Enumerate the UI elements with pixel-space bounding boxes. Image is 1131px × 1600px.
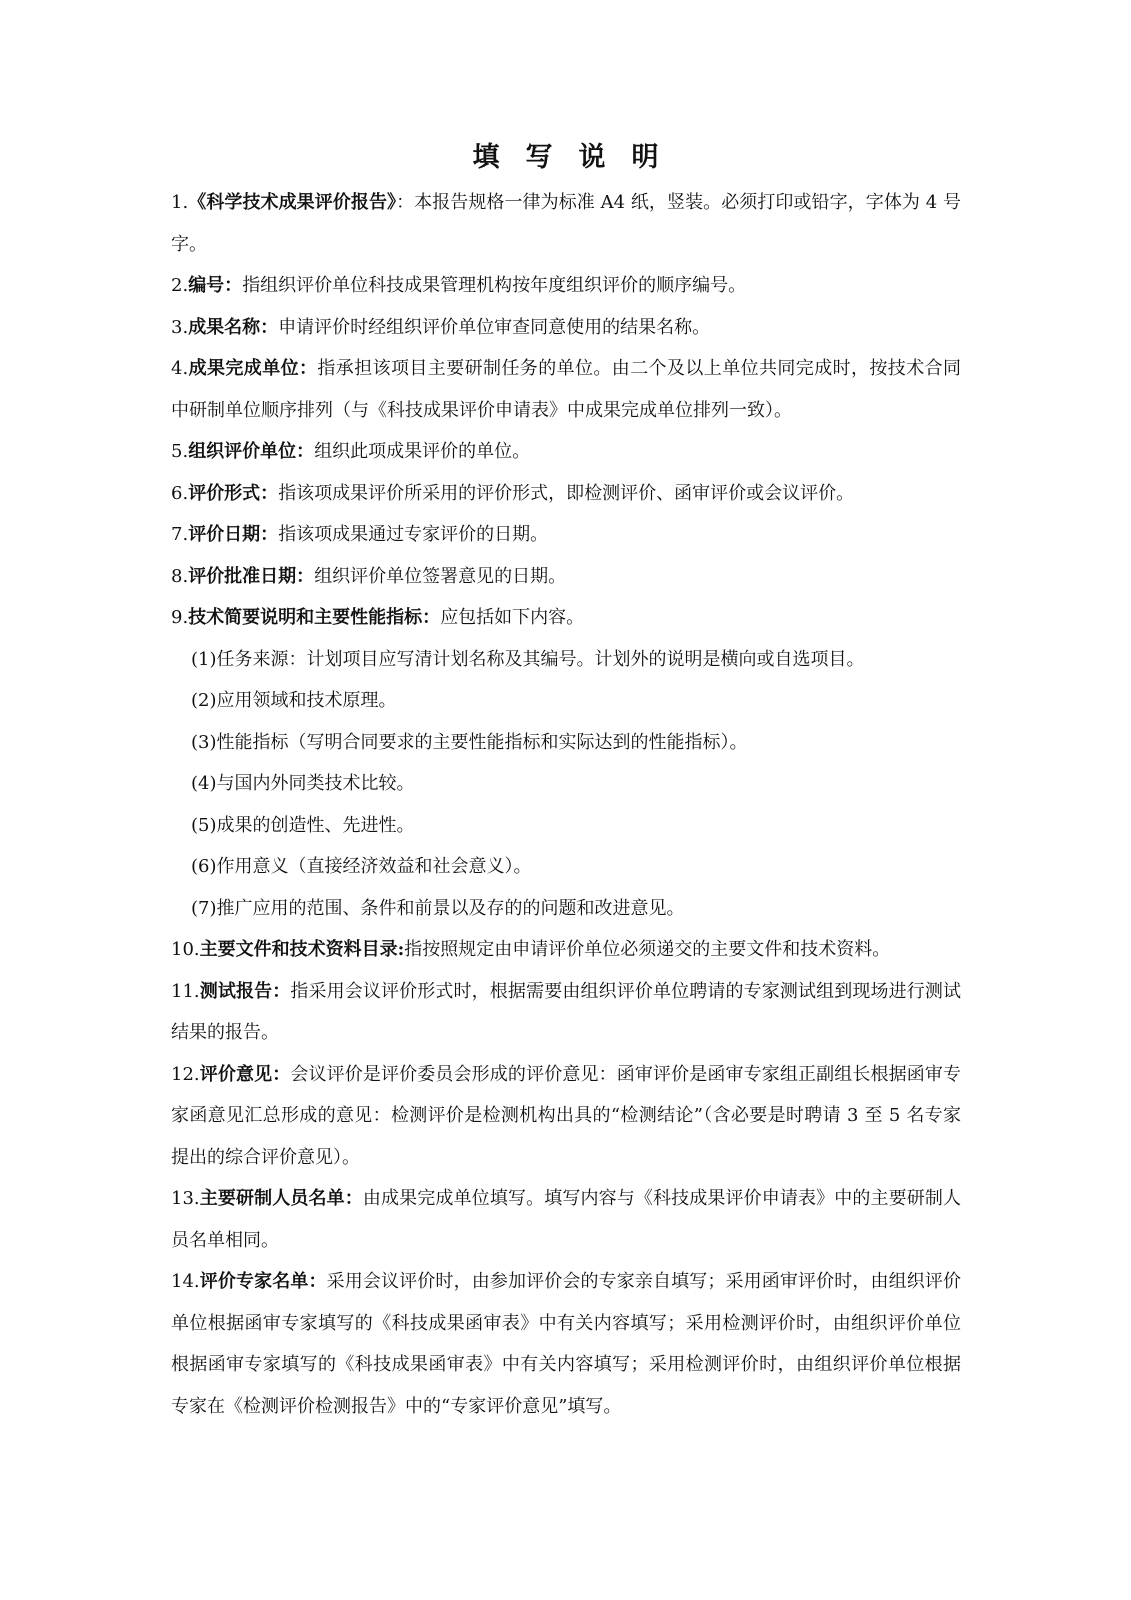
item-text: 指该项成果评价所采用的评价形式，即检测评价、函审评价或会议评价。 <box>278 482 855 504</box>
sub-item-4: (4)与国内外同类技术比较。 <box>191 773 415 794</box>
item-term: 成果名称： <box>188 316 279 338</box>
instruction-item-3 <box>171 307 961 349</box>
item-term: 主要文件和技术资料目录: <box>199 939 405 960</box>
item-number: 8. <box>171 565 189 587</box>
item-text: 组织此项成果评价的单位。 <box>314 441 531 462</box>
page-title: 填写说明 <box>472 142 685 173</box>
item-term: 组织评价单位： <box>188 441 315 462</box>
item-text: ：本报告规格一律为标准 A4 纸，竖装。必须打印或铅字，字体为 4 号字。 <box>171 192 961 255</box>
instruction-item-9 <box>171 597 961 639</box>
item-term: 评价日期： <box>188 524 279 545</box>
item-number: 6. <box>171 482 189 504</box>
instruction-item-1 <box>171 182 961 265</box>
instruction-item-14 <box>171 1261 961 1427</box>
item-term: 主要研制人员名单： <box>199 1188 363 1209</box>
item-text: 指该项成果通过专家评价的日期。 <box>278 524 549 545</box>
item-number: 7. <box>171 524 189 545</box>
instructions-body <box>171 182 961 1427</box>
instruction-item-13 <box>171 1178 961 1261</box>
instruction-item-10 <box>171 929 961 971</box>
item-term: 评价形式： <box>188 482 279 504</box>
instruction-item-5 <box>171 431 961 473</box>
item-text: 指组织评价单位科技成果管理机构按年度组织评价的顺序编号。 <box>242 275 747 296</box>
item-text: 指采用会议评价形式时，根据需要由组织评价单位聘请的专家测试组到现场进行测试结果的报告。 <box>171 980 961 1043</box>
item-number: 4. <box>171 358 189 379</box>
item-term: 评价专家名单： <box>199 1271 327 1292</box>
item-number: 1. <box>171 192 189 213</box>
item-text: 指按照规定由申请评价单位必须递交的主要文件和技术资料。 <box>404 939 891 960</box>
instruction-item-2 <box>171 265 961 307</box>
item-term: 技术简要说明和主要性能指标： <box>188 607 441 628</box>
item-number: 11. <box>171 980 200 1002</box>
sub-item-1: (1)任务来源：计划项目应写清计划名称及其编号。计划外的说明是横向或自选项目。 <box>191 648 865 670</box>
item-term: 评价意见： <box>199 1063 291 1085</box>
item-number: 2. <box>171 275 189 296</box>
instruction-item-6 <box>171 473 961 515</box>
sub-item-3: (3)性能指标（写明合同要求的主要性能指标和实际达到的性能指标）。 <box>191 731 748 753</box>
instruction-item-12 <box>171 1054 961 1179</box>
item-number: 14. <box>171 1271 200 1292</box>
item-number: 9. <box>171 607 189 628</box>
item-number: 13. <box>171 1188 200 1209</box>
item-text: 采用会议评价时，由参加评价会的专家亲自填写；采用函审评价时，由组织评价单位根据函审专家填写的《科技成果函审表》中有关内容填写；采用检测评价时，由组织评价单位根据函审专家填写的《科技成果函审表》中有关内容填写；采用检测评价时，由组织评价单位根据专家在《检测评价检测报告》中的“专家评价意见”填写。 <box>171 1271 962 1417</box>
sub-item-2: (2)应用领域和技术原理。 <box>191 690 397 711</box>
sub-item-6: (6)作用意义（直接经济效益和社会意义）。 <box>191 856 532 877</box>
item-term: 编号： <box>188 275 243 296</box>
item-number: 5. <box>171 441 189 462</box>
item-text: 指承担该项目主要研制任务的单位。由二个及以上单位共同完成时，按技术合同中研制单位顺序排列（与《科技成果评价申请表》中成果完成单位排列一致）。 <box>171 358 961 421</box>
sub-item-7: (7)推广应用的范围、条件和前景以及存的的问题和改进意见。 <box>191 897 685 919</box>
instruction-item-7 <box>171 514 961 556</box>
item-text: 申请评价时经组织评价单位审查同意使用的结果名称。 <box>278 316 711 338</box>
item-text: 由成果完成单位填写。填写内容与《科技成果评价申请表》中的主要研制人员名单相同。 <box>171 1188 962 1251</box>
instruction-item-4 <box>171 348 961 431</box>
item-text: 组织评价单位签署意见的日期。 <box>314 565 567 587</box>
item-number: 3. <box>171 316 189 338</box>
item-term: 测试报告： <box>199 980 291 1002</box>
sub-item-5: (5)成果的创造性、先进性。 <box>191 814 415 836</box>
item-text: 会议评价是评价委员会形成的评价意见：函审评价是函审专家组正副组长根据函审专家函意见汇总形成的意见：检测评价是检测机构出具的“检测结论”（含必要是时聘请 3 至 5 名专家提出的综合评价意见）。 <box>171 1063 961 1168</box>
instruction-item-11 <box>171 971 961 1054</box>
item-number: 12. <box>171 1063 200 1085</box>
item-number: 10. <box>171 939 200 960</box>
item-term: 《科学技术成果评价报告》 <box>188 192 397 213</box>
item-term: 成果完成单位： <box>188 358 318 379</box>
item-term: 评价批准日期： <box>188 565 315 587</box>
item-text: 应包括如下内容。 <box>440 607 585 628</box>
instruction-item-8 <box>171 556 961 598</box>
